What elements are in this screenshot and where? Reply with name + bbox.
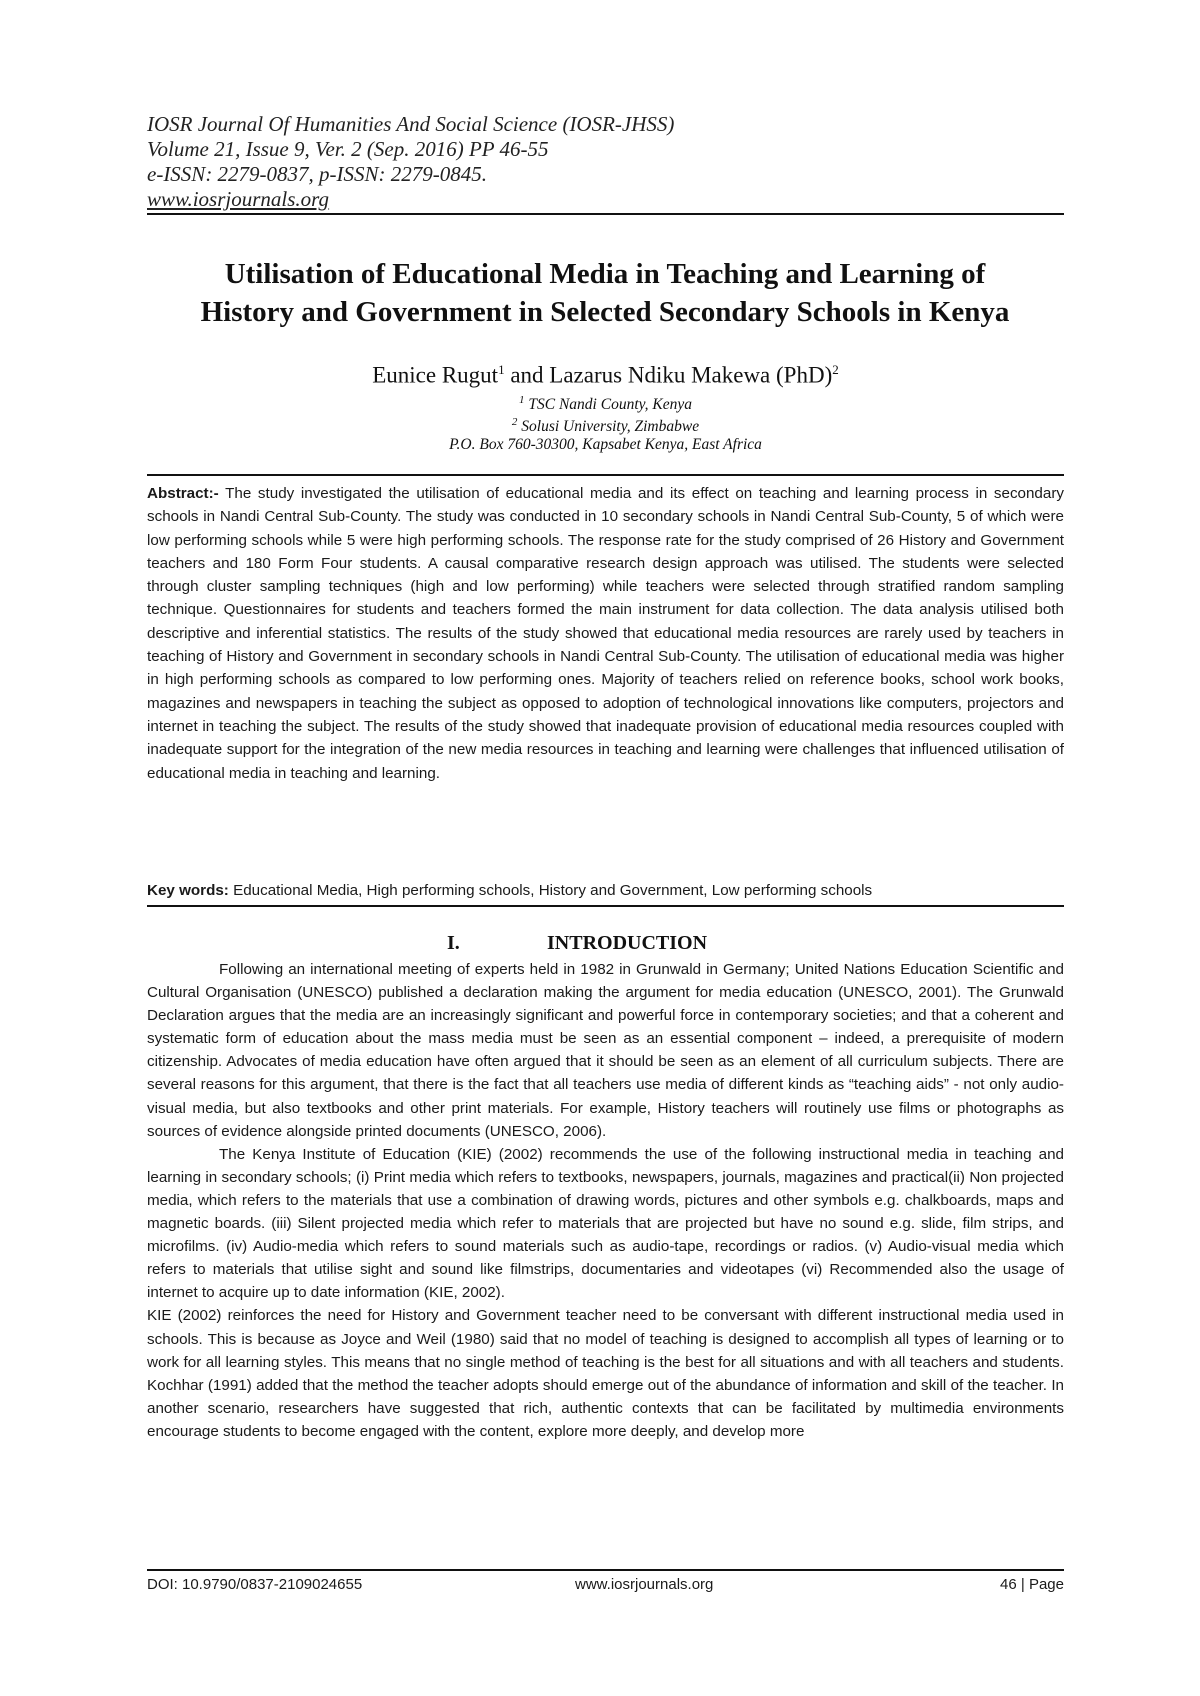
keywords-text: Educational Media, High performing schools, History and Government, Low performing schools — [233, 882, 873, 899]
title-line-2: History and Government in Selected Secondary Schools in Kenya — [200, 296, 1010, 328]
journal-issn: e-ISSN: 2279-0837, p-ISSN: 2279-0845. — [147, 162, 488, 186]
paragraph-2: The Kenya Institute of Education (KIE) (2002) recommends the use of the following instructional media in teaching and learning in secondary schools; (i) Print media which refers to textbooks, newspapers, journals, magazines and practical(ii) Non projected media, which refers to the materials that use a combination of drawing words, pictures and other symbols e.g. chalkboards, maps and magnetic boards. (iii) Silent projected media which refer to materials that are projected but have no sound e.g. slide, film strips, and microfilms. (iv) Audio-media which refers to sound materials such as audio-tape, recordings or radios. (v) Audio-visual media which refers to materials that utilise sight and sound like filmstrips, documentaries and videotapes (vi) Recommended also the usage of internet to acquire up to date information (KIE, 2002). — [147, 1145, 1064, 1302]
journal-volume: Volume 21, Issue 9, Ver. 2 (Sep. 2016) PP 46-55 — [147, 137, 549, 161]
section-number: I. — [447, 932, 460, 954]
author-1: Eunice Rugut — [372, 362, 499, 388]
paragraph-3: KIE (2002) reinforces the need for History and Government teacher need to be conversant with different instructional media used in schools. This is because as Joyce and Weil (1980) said that no model of teaching is designed to accomplish all types of learning or to work for all learning styles. This means that no single method of teaching is the best for all situations and with all teachers and students. Kochhar (1991) added that the method the teacher adopts should emerge out of the abundance of information and skill of the teacher. In another scenario, researchers have suggested that rich, authentic contexts that can be facilitated by multimedia environments encourage students to become engaged with the content, explore more deeply, and develop more — [147, 1307, 1064, 1440]
affiliation-1-text: TSC Nandi County, Kenya — [528, 396, 692, 414]
footer-page-number: 46 | Page — [1000, 1576, 1064, 1593]
article-title — [130, 255, 1080, 331]
author-2-affiliation-mark: 2 — [832, 362, 839, 377]
author-join: and — [504, 362, 550, 388]
author-address: P.O. Box 760-30300, Kapsabet Kenya, East Africa — [449, 436, 762, 453]
abstract-label: Abstract:- — [147, 485, 219, 502]
paragraph-1: Following an international meeting of experts held in 1982 in Grunwald in Germany; United Nations Education Scientific and Cultural Organisation (UNESCO) published a declaration making the argument for media education (UNESCO, 2001). The Grunwald Declaration argues that the media are an increasingly significant and powerful force in contemporary societies; and that a coherent and systematic form of education about the mass media must be seen as an essential component – indeed, a prerequisite of modern citizenship. Advocates of media education have often argued that it should be seen as an element of all curriculum subjects. There are several reasons for this argument, that there is the fact that all teachers use media of different kinds as “teaching aids” - not only audio-visual media, but also textbooks and other print materials. For example, History teachers will routinely use films or photographs as sources of evidence alongside printed documents (UNESCO, 2006). — [147, 961, 1064, 1140]
author-2: Lazarus Ndiku Makewa (PhD) — [549, 362, 833, 388]
title-line-1: Utilisation of Educational Media in Teaching and Learning of — [224, 258, 986, 290]
abstract-text: The study investigated the utilisation of educational media and its effect on teaching and learning process in secondary schools in Nandi Central Sub-County. The study was conducted in 10 secondary schools in Nandi Central Sub-County, 5 of which were low performing schools while 5 were high performing schools. The response rate for the study comprised of 26 History and Government teachers and 180 Form Four students. A causal comparative research design approach was utilised. The students were selected through cluster sampling techniques (high and low performing) while teachers were selected through stratified random sampling technique. Questionnaires for students and teachers formed the main instrument for data collection. The data analysis utilised both descriptive and inferential statistics. The results of the study showed that educational media resources are rarely used by teachers in teaching of History and Government in secondary schools in Nandi Central Sub-County. The utilisation of educational media was higher in high performing schools as compared to low performing ones. Majority of teachers relied on reference books, school work books, magazines and newspapers in teaching the subject as opposed to adoption of technological innovations like computers, projectors and internet in teaching the subject. The results of the study showed that inadequate provision of educational media resources coupled with inadequate support for the integration of the new media resources in teaching and learning were challenges that influenced utilisation of educational media in teaching and learning. — [147, 485, 1064, 782]
abstract — [147, 482, 1064, 785]
affiliation-1-mark: 1 — [519, 394, 525, 406]
affiliation-2-mark: 2 — [511, 416, 518, 428]
footer-doi: DOI: 10.9790/0837-2109024655 — [147, 1576, 363, 1593]
journal-header — [147, 112, 1064, 212]
affiliation-2-text: Solusi University, Zimbabwe — [521, 418, 700, 436]
keywords-bottom-rule — [147, 905, 1064, 907]
header-rule — [147, 213, 1064, 215]
footer-site-link[interactable]: www.iosrjournals.org — [575, 1576, 714, 1593]
author-1-affiliation-mark: 1 — [498, 362, 505, 377]
section-title: INTRODUCTION — [547, 932, 708, 954]
keywords-label: Key words: — [147, 882, 229, 899]
introduction-body — [147, 958, 1064, 1443]
abstract-top-rule — [147, 474, 1064, 476]
keywords — [147, 880, 1064, 902]
author-line — [147, 356, 1064, 390]
page-footer — [147, 1573, 1064, 1597]
footer-rule — [147, 1569, 1064, 1571]
journal-name: IOSR Journal Of Humanities And Social Science (IOSR-JHSS) — [147, 112, 675, 136]
journal-url-link[interactable]: www.iosrjournals.org — [147, 187, 330, 211]
